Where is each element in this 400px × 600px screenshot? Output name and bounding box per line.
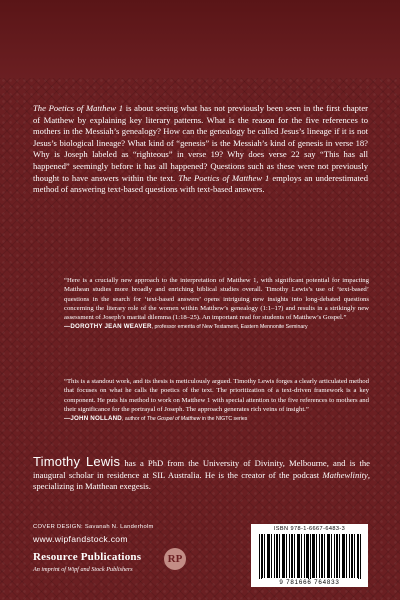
publisher-name: Resource Publications [33,551,142,563]
barcode-box [251,524,368,587]
author-name: Timothy Lewis [33,454,121,469]
reviewer-book: The Gospel of Matthew [146,416,201,423]
review-attribution [64,322,369,332]
review-weaver [64,276,369,333]
reviewer-name: —JOHN NOLLAND [64,415,122,423]
reviewer-series: in the NIGTC series [200,416,248,423]
cover-design-credit: COVER DESIGN: Savanah N. Landerholm [33,524,154,530]
review-quote: “Here is a crucially new approach to the interpretation of Matthew 1, with significant potential for impacting Matthean studies more broadly and enriching biblical studies overall. Timothy Lewis’s use of ‘text-based’ questions in the search for ‘text-based answers’ opens intriguing new insights into long-debated questions concerning the literary role of the women within Matthew’s genealogy (1:1–17) and results in a strikingly new assessment of Joseph’s marital dilemma (1:18–25). An important read for students of Matthew’s Gospel.” [64,277,369,322]
barcode-number: 9 781666 764833 [251,579,368,586]
description-text-2: employs an underestimated method of answering text-based questions with text-based answers. [33,172,369,195]
reviewer-role: , author of [121,416,147,423]
publisher-logo: RP [164,548,186,570]
review-nolland [64,377,369,424]
description-title-2: The Poetics of Matthew 1 [178,172,270,183]
description-text-1: is about seeing what has not previously been seen in the first chapter of Matthew by explaining key literary patterns. What is the reason for the five references to mothers in the Messiah’s genealogy? How can the genealogy be called Jesus’s lineage if it is not Jesus’s biological lineage? What kind of “genesis” is the Messiah’s kind of genesis in verse 18? Why is Joseph labeled as “righteous” in verse 19? Why does verse 22 say “This has all happened” seemingly before it has all happened? Questions such as these were not previously thought to have answers within the text. [33,103,369,183]
publisher-website-link[interactable]: www.wipfandstock.com [33,534,128,544]
barcode-guard-left [259,534,262,582]
publisher-imprint: An imprint of Wipf and Stock Publishers [33,566,133,573]
barcode-guard-right [358,534,361,582]
book-description [33,103,368,196]
description-title-1: The Poetics of Matthew 1 [33,103,124,113]
reviewer-name: —DOROTHY JEAN WEAVER [64,323,152,331]
bio-text-1: has a PhD from the University of Divinity, Melbourne, and is the inaugural scholar in residence at SIL Australia. He is the creator of the podcast [33,458,370,480]
top-band [0,0,400,78]
author-bio [33,456,370,493]
review-attribution [64,414,369,424]
review-quote: “This is a standout work, and its thesis is meticulously argued. Timothy Lewis forges a clearly articulated method that focuses on what he calls the poetics of the text. The prioritization of a text-driven framework is a key component. He puts his method to work on Matthew 1 with special attention to the five references to mothers and their significance for the portrayal of Joseph. The approach generates rich veins of insight.” [64,378,369,413]
bio-text-2: , specializing in Matthean exegesis. [33,469,370,492]
podcast-name: Mathewlinity [322,469,368,480]
reviewer-role: , professor emerita of New Testament, Eastern Mennonite Seminary [151,324,308,331]
barcode-guard-center [308,534,311,582]
isbn-label: ISBN 978-1-6667-6483-3 [273,526,346,532]
